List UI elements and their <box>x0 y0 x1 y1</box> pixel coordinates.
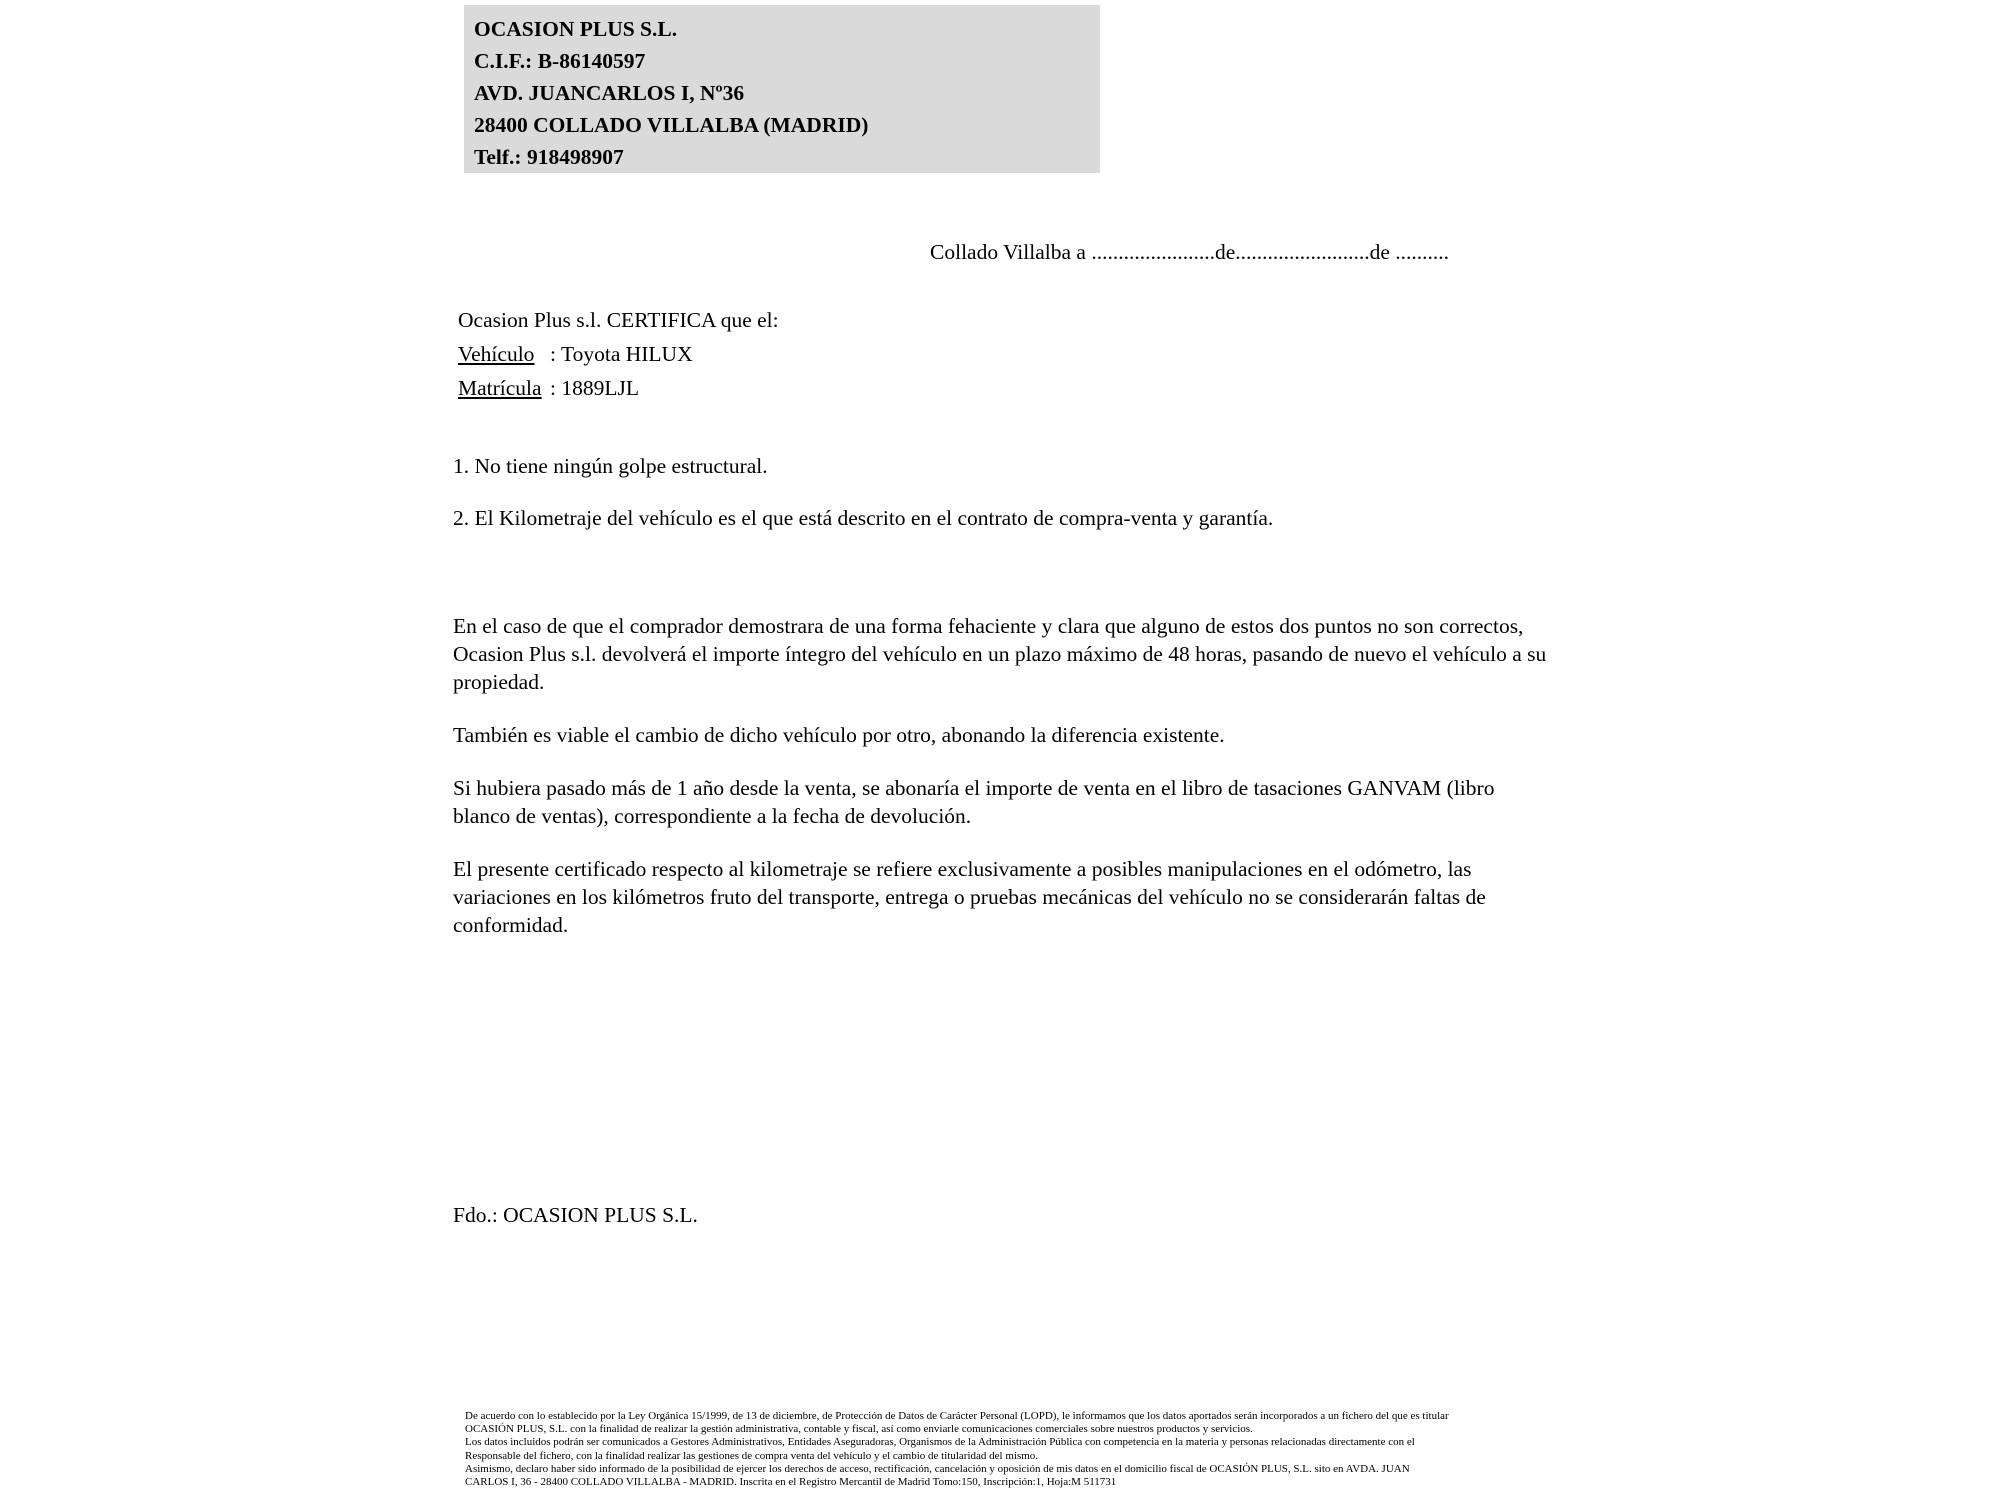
legal-footer <box>465 1410 1449 1489</box>
certified-item-2: 2. El Kilometraje del vehículo es el que está descrito en el contrato de compra-venta y garantía. <box>453 506 1274 530</box>
signature-line: Fdo.: OCASION PLUS S.L. <box>453 1203 698 1227</box>
company-header-block <box>464 5 1100 173</box>
legal-footer-line: CARLOS I, 36 - 28400 COLLADO VILLALBA - MADRID. Inscrita en el Registro Mercantil de Madrid Tomo:150, Inscripción:1, Hoja:M 511731 <box>465 1476 1117 1489</box>
vehicle-value: : Toyota HILUX <box>550 342 693 366</box>
certificate-block <box>458 303 779 405</box>
vehicle-label: Vehículo <box>458 342 535 366</box>
company-phone: Telf.: 918498907 <box>474 145 624 169</box>
paragraph-exchange: También es viable el cambio de dicho vehículo por otro, abonando la diferencia existente. <box>453 723 1225 747</box>
company-city: 28400 COLLADO VILLALBA (MADRID) <box>474 113 869 137</box>
plate-value: : 1889LJL <box>550 376 639 400</box>
paragraph-odometer: El presente certificado respecto al kilometraje se refiere exclusivamente a posibles manipulaciones en el odómetro, las variaciones en los kilómetros fruto del transporte, entrega o pruebas mecánicas del vehículo no se considerarán faltas de conformidad. <box>453 857 1486 937</box>
date-place-line: Collado Villalba a .......................de.........................de .......... <box>930 240 1450 264</box>
paragraph-refund: En el caso de que el comprador demostrara de una forma fehaciente y clara que alguno de estos dos puntos no son correctos, Ocasion Plus s.l. devolverá el importe íntegro del vehículo en un plazo máximo de 48 horas, pasando de nuevo el vehículo a su propiedad. <box>453 614 1547 694</box>
certificate-intro: Ocasion Plus s.l. CERTIFICA que el: <box>458 308 779 332</box>
certified-items <box>453 452 1603 556</box>
plate-field <box>458 371 779 405</box>
company-name: OCASION PLUS S.L. <box>474 17 678 41</box>
company-cif: C.I.F.: B-86140597 <box>474 49 646 73</box>
legal-footer-line: Asimismo, declaro haber sido informado de la posibilidad de ejercer los derechos de acceso, rectificación, cancelación y oposición de mis datos en el domicilio fiscal de OCASIÓN PLUS, S.L. sito en AVDA. JUAN <box>465 1462 1410 1475</box>
body-paragraphs <box>453 612 1553 964</box>
paragraph-ganvam: Si hubiera pasado más de 1 año desde la venta, se abonaría el importe de venta en el libro de tasaciones GANVAM (libro blanco de ventas), correspondiente a la fecha de devolución. <box>453 776 1495 828</box>
company-address: AVD. JUANCARLOS I, Nº36 <box>474 81 745 105</box>
vehicle-field <box>458 337 779 371</box>
legal-footer-line: Los datos incluidos podrán ser comunicados a Gestores Administrativos, Entidades Aseguradoras, Organismos de la Administración Pública con competencia en la materia y personas relacionadas directamente con el <box>465 1436 1415 1449</box>
legal-footer-line: OCASIÓN PLUS, S.L. con la finalidad de realizar la gestión administrativa, contable y fiscal, así como enviarle comunicaciones comerciales sobre nuestros productos y servicios. <box>465 1423 1253 1436</box>
plate-label: Matrícula <box>458 376 542 400</box>
certified-item-1: 1. No tiene ningún golpe estructural. <box>453 454 768 478</box>
legal-footer-line: Responsable del fichero, con la finalidad realizar las gestiones de compra venta del vehículo y el cambio de titularidad del mismo. <box>465 1449 1039 1462</box>
legal-footer-line: De acuerdo con lo establecido por la Ley Orgánica 15/1999, de 13 de diciembre, de Protección de Datos de Carácter Personal (LOPD), le informamos que los datos aportados serán incorporados a un fichero del que es titular <box>465 1410 1449 1422</box>
